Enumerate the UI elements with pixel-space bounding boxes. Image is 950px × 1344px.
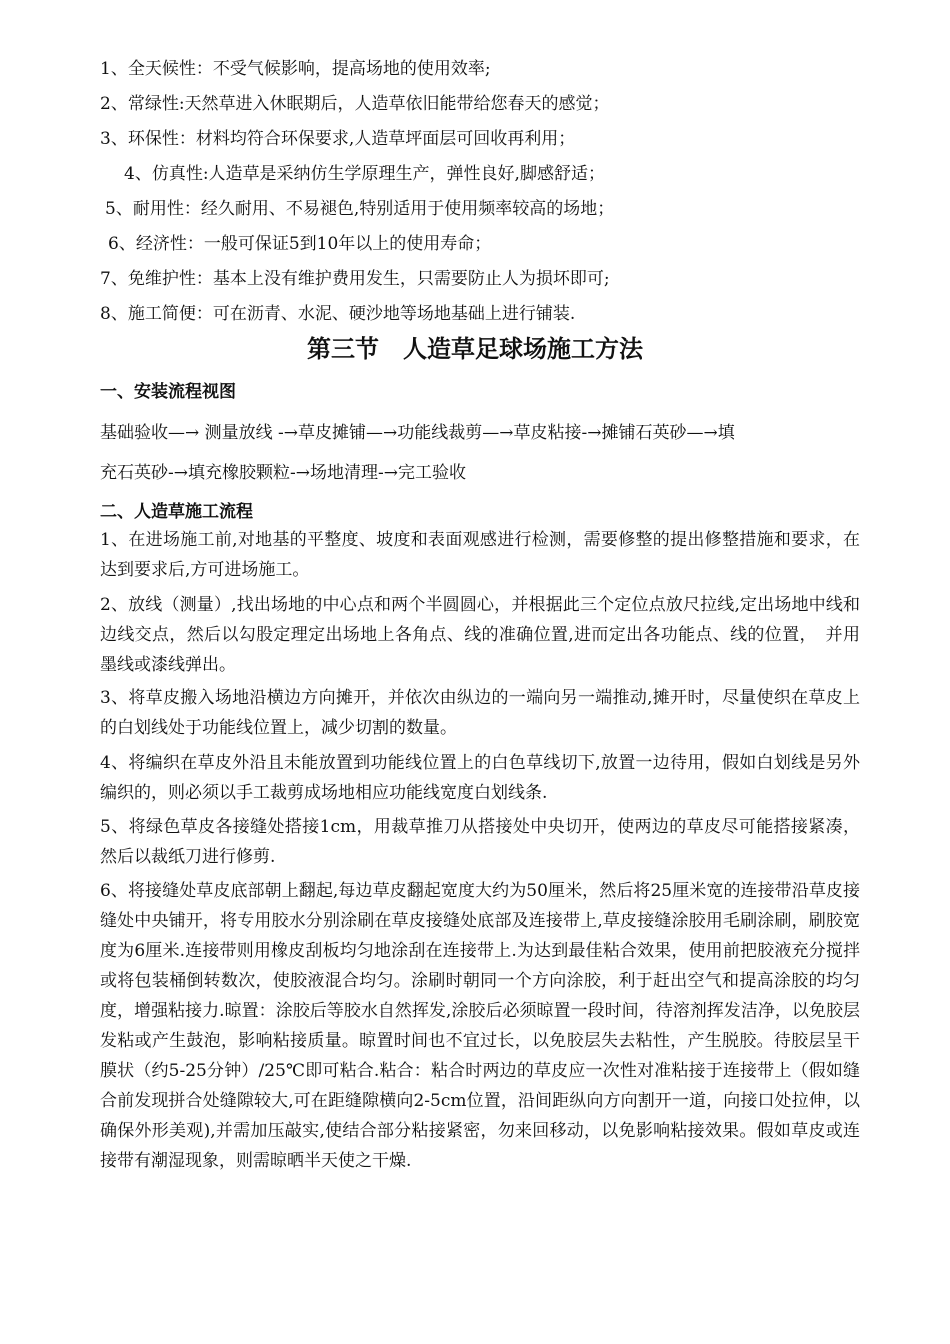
step-paragraph-1: 1、在进场施工前,对地基的平整度、坡度和表面观感进行检测，需要修整的提出修整措施和要求，在达到要求后,方可进场施工。 [100, 530, 860, 580]
flow-line-1: 基础验收—→ 测量放线 -→草皮摊铺—→功能线裁剪—→草皮粘接-→摊铺石英砂—→填 [100, 423, 735, 443]
section-title: 第三节 人造草足球场施工方法 [307, 335, 643, 363]
feature-item-4: 4、仿真性:人造草是采纳仿生学原理生产，弹性良好,脚感舒适； [124, 164, 605, 184]
heading-install-flow: 一、安装流程视图 [100, 382, 236, 402]
step-paragraph-4: 4、将编织在草皮外沿且未能放置到功能线位置上的白色草线切下,放置一边待用，假如白划线是另外编织的，则必须以手工裁剪成场地相应功能线宽度白划线条. [100, 753, 860, 803]
feature-item-7: 7、免维护性：基本上没有维护费用发生，只需要防止人为损坏即可; [100, 269, 610, 289]
step-paragraph-6: 6、将接缝处草皮底部朝上翻起,每边草皮翻起宽度大约为50厘米，然后将25厘米宽的连接带沿草皮接缝处中央铺开，将专用胶水分别涂刷在草皮接缝处底部及连接带上,草皮接缝涂胶用毛刷涂刷，刷胶宽度为6厘米.连接带则用橡皮刮板均匀地涂刮在连接带上.为达到最佳粘合效果，使用前把胶液充分搅拌或将包装桶倒转数次，使胶液混合均匀。涂刷时朝同一个方向涂胶，利于赶出空气和提高涂胶的均匀度，增强粘接力.晾置：涂胶后等胶水自然挥发,涂胶后必须晾置一段时间，待溶剂挥发洁净，以免胶层发粘或产生鼓泡，影响粘接质量。晾置时间也不宜过长，以免胶层失去粘性，产生脱胶。待胶层呈干膜状（约5-25分钟）/25℃即可粘合.粘合：粘合时两边的草皮应一次性对准粘接于连接带上（假如缝合前发现拼合处缝隙较大,可在距缝隙横向2-5cm位置，沿间距纵向方向割开一道，向接口处拉伸，以确保外形美观),并需加压敲实,使结合部分粘接紧密，勿来回移动，以免影响粘接效果。假如草皮或连接带有潮湿现象，则需晾晒半天使之干燥. [100, 881, 860, 1171]
feature-item-8: 8、施工简便：可在沥青、水泥、硬沙地等场地基础上进行铺装. [100, 304, 576, 324]
feature-item-1: 1、全天候性：不受气候影响，提高场地的使用效率; [100, 59, 491, 79]
feature-item-6: 6、经济性：一般可保证5到10年以上的使用寿命； [108, 234, 492, 254]
step-paragraph-2: 2、放线（测量）,找出场地的中心点和两个半圆圆心，并根据此三个定位点放尺拉线,定出场地中线和边线交点，然后以勾股定理定出场地上各角点、线的准确位置,进而定出各功能点、线的位置， 并用墨线或漆线弹出。 [100, 595, 860, 675]
feature-item-2: 2、常绿性:天然草进入休眠期后，人造草依旧能带给您春天的感觉； [100, 94, 610, 114]
heading-construction-process: 二、人造草施工流程 [100, 502, 253, 522]
feature-item-3: 3、环保性：材料均符合环保要求,人造草坪面层可回收再利用； [100, 129, 576, 149]
step-paragraph-5: 5、将绿色草皮各接缝处搭接1cm，用裁草推刀从搭接处中央切开，使两边的草皮尽可能搭接紧凑，然后以裁纸刀进行修剪. [100, 817, 860, 867]
flow-line-2: 充石英砂-→填充橡胶颗粒-→场地清理-→完工验收 [100, 463, 466, 483]
feature-item-5: 5、耐用性：经久耐用、不易褪色,特别适用于使用频率较高的场地； [105, 199, 615, 219]
step-paragraph-3: 3、将草皮搬入场地沿横边方向摊开，并依次由纵边的一端向另一端推动,摊开时，尽量使织在草皮上的白划线处于功能线位置上，减少切割的数量。 [100, 688, 860, 738]
